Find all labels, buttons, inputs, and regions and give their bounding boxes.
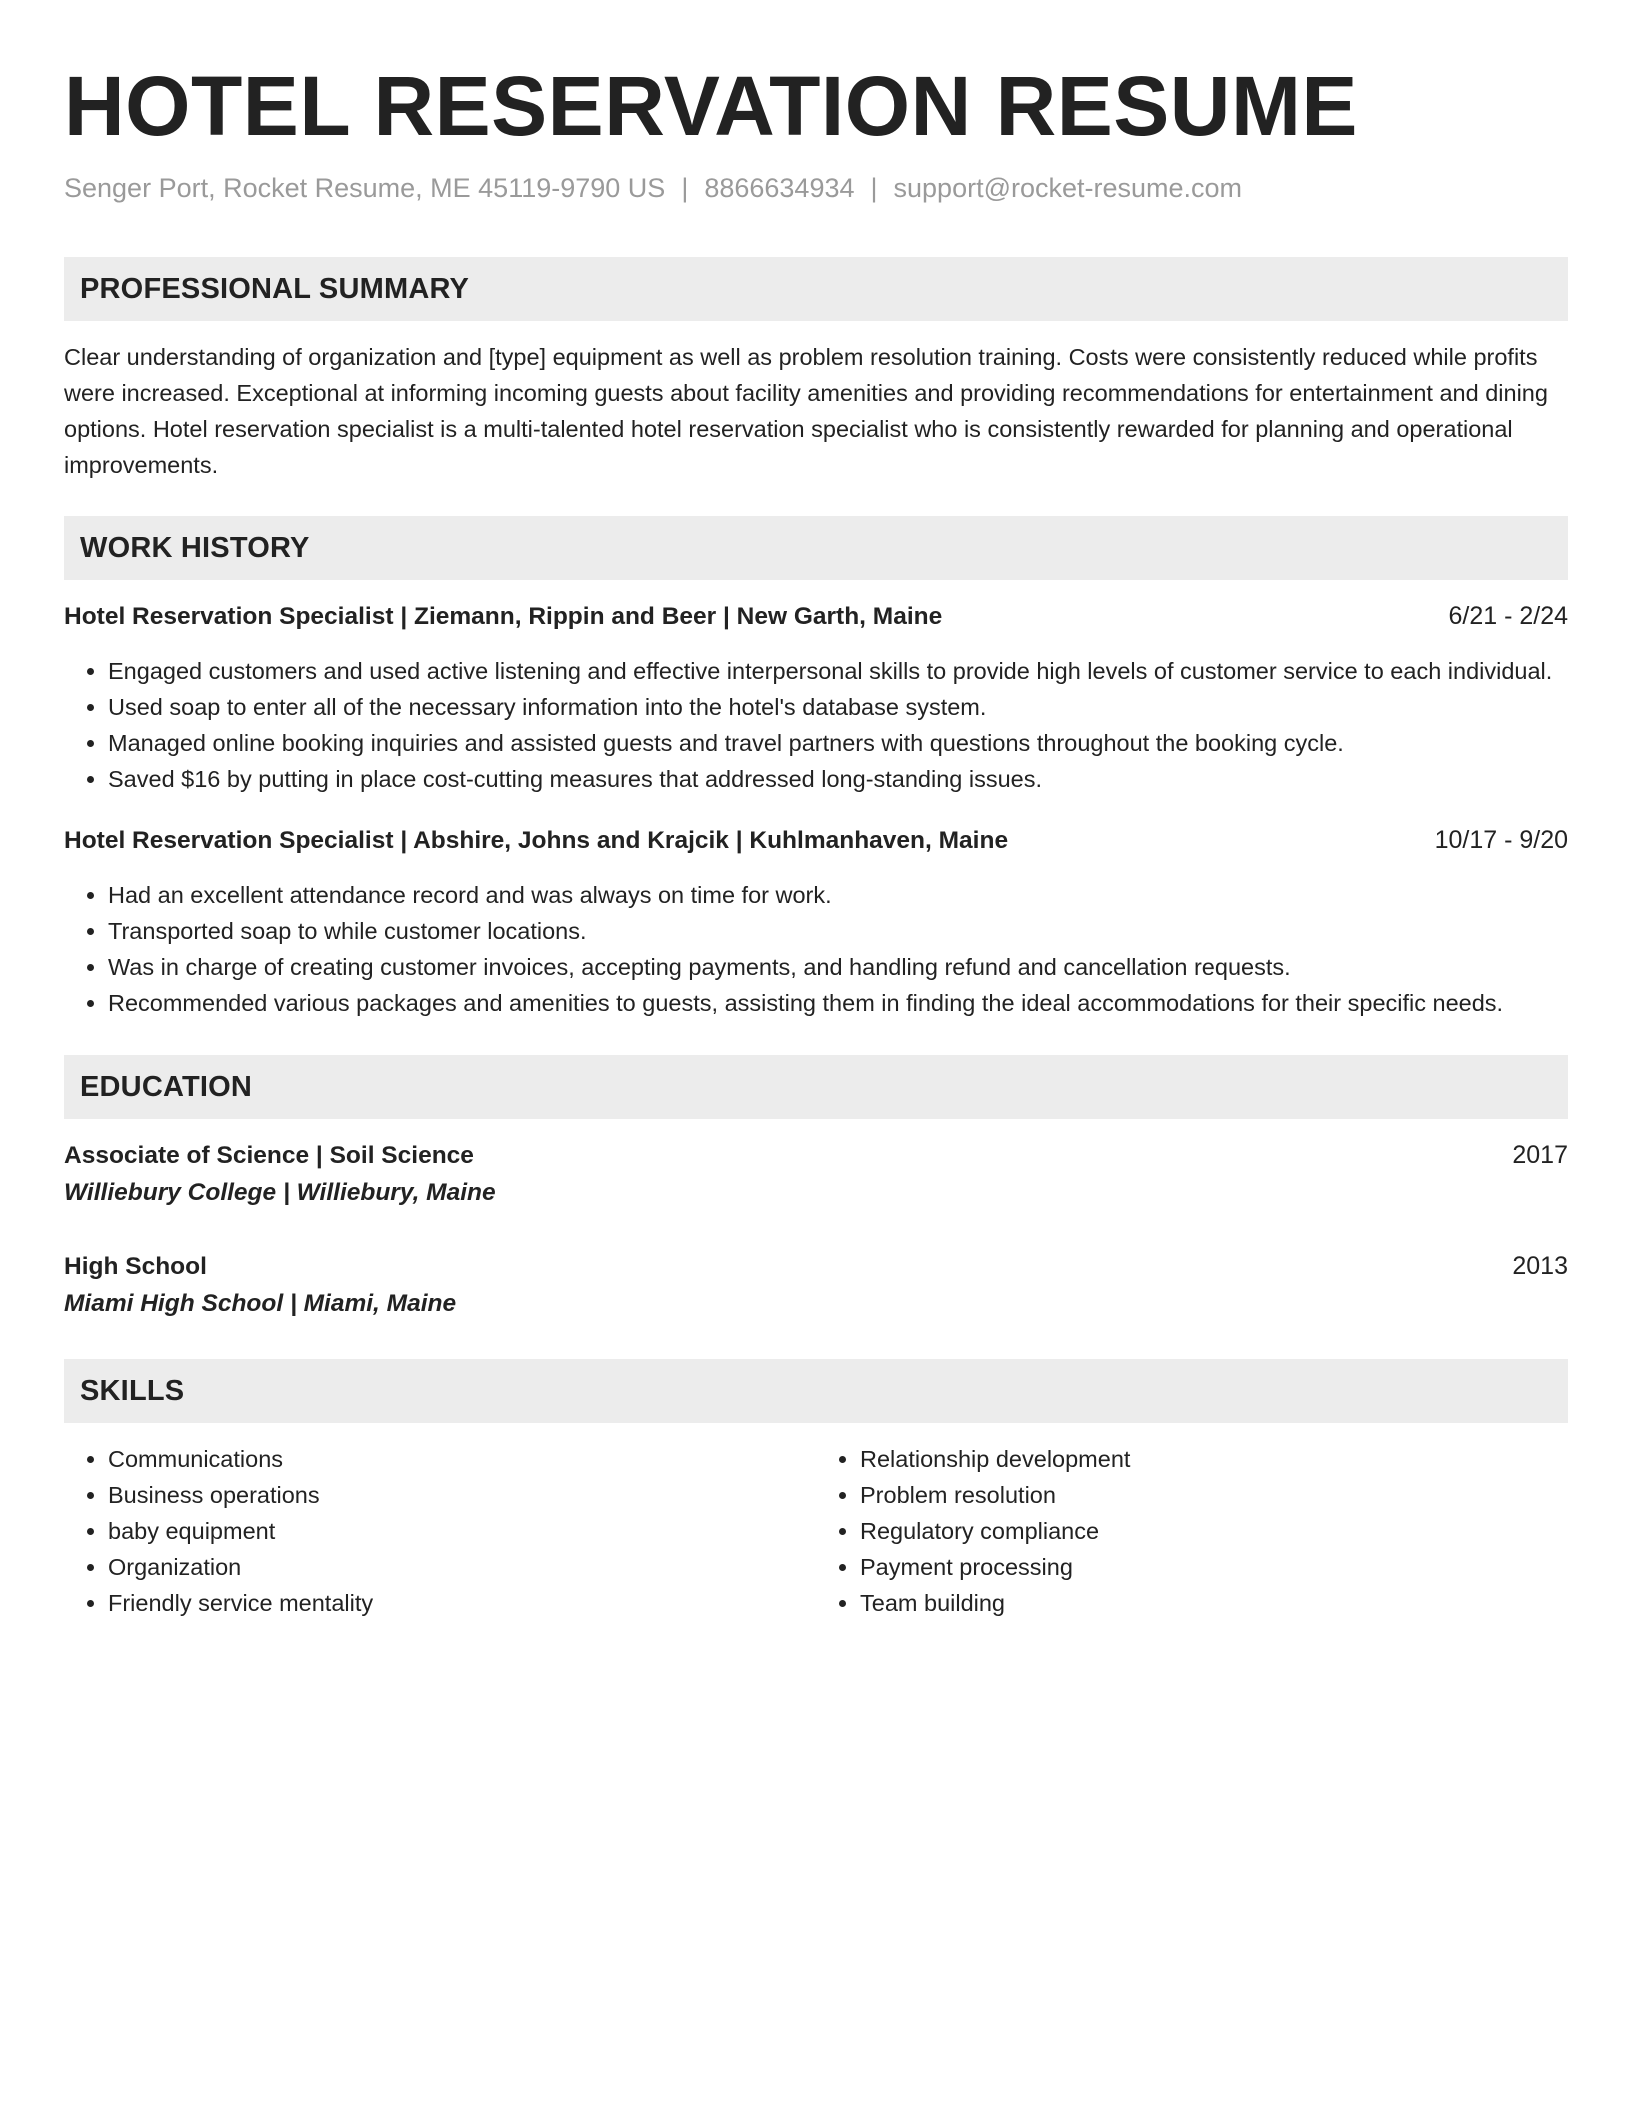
education-header — [64, 1137, 1568, 1174]
job-bullet: • Was in charge of creating customer invoices, accepting payments, and handling refund and cancellation requests. — [108, 949, 1568, 985]
job-bullets — [64, 653, 1568, 797]
skill-item: • Business operations — [108, 1477, 816, 1513]
job-header — [64, 598, 1568, 635]
contact-address: Senger Port, Rocket Resume, ME 45119-9790 US — [64, 173, 666, 203]
skills-column-right — [816, 1441, 1568, 1621]
education-entry — [64, 1137, 1568, 1212]
job-title: Hotel Reservation Specialist | Abshire, Johns and Krajcik | Kuhlmanhaven, Maine — [64, 827, 1009, 854]
skill-item: • Communications — [108, 1441, 816, 1477]
summary-text: Clear understanding of organization and [type] equipment as well as problem resolution training. Costs were consistently reduced while profits were increased. Exceptional at informing incoming guests about facility amenities and providing recommendations for entertainment and dining options. Hotel reservation specialist is a multi-talented hotel reservation specialist who is consistently rewarded for planning and operational improvements. — [64, 344, 1548, 478]
skill-item: • Regulatory compliance — [860, 1513, 1568, 1549]
skill-item: • Relationship development — [860, 1441, 1568, 1477]
skills-column-left — [64, 1441, 816, 1621]
resume-title: HOTEL RESERVATION RESUME — [64, 59, 1358, 153]
education-heading: EDUCATION — [64, 1055, 1568, 1119]
skill-item: • Team building — [860, 1585, 1568, 1621]
job-entry — [64, 598, 1568, 797]
education-entry — [64, 1248, 1568, 1323]
education-header — [64, 1248, 1568, 1285]
education-school: Williebury College | Williebury, Maine — [64, 1179, 496, 1206]
contact-separator: | — [681, 173, 689, 203]
education-degree: High School — [64, 1253, 207, 1280]
education-degree: Associate of Science | Soil Science — [64, 1142, 474, 1169]
skills-list — [64, 1441, 1568, 1621]
education-year: 2013 — [1512, 1252, 1568, 1280]
job-bullet: • Recommended various packages and amenities to guests, assisting them in finding the ideal accommodations for their specific needs. — [108, 985, 1568, 1021]
skill-item: • Problem resolution — [860, 1477, 1568, 1513]
contact-phone: 8866634934 — [704, 173, 855, 203]
job-dates: 6/21 - 2/24 — [1448, 602, 1568, 630]
job-header — [64, 822, 1568, 859]
job-title: Hotel Reservation Specialist | Ziemann, Rippin and Beer | New Garth, Maine — [64, 603, 943, 630]
job-bullet: • Engaged customers and used active listening and effective interpersonal skills to provide high levels of customer service to each individual. — [108, 653, 1568, 689]
job-bullet: • Managed online booking inquiries and assisted guests and travel partners with questions throughout the booking cycle. — [108, 725, 1568, 761]
skill-item: • Organization — [108, 1549, 816, 1585]
work-history-heading: WORK HISTORY — [64, 516, 1568, 580]
contact-line — [64, 170, 1568, 206]
contact-separator: | — [870, 173, 878, 203]
education-year: 2017 — [1512, 1141, 1568, 1169]
skills-heading: SKILLS — [64, 1359, 1568, 1423]
job-bullet: • Transported soap to while customer locations. — [108, 913, 1568, 949]
job-bullet: • Saved $16 by putting in place cost-cutting measures that addressed long-standing issues. — [108, 761, 1568, 797]
job-bullet: • Used soap to enter all of the necessary information into the hotel's database system. — [108, 689, 1568, 725]
skill-item: • baby equipment — [108, 1513, 816, 1549]
summary-heading: PROFESSIONAL SUMMARY — [64, 257, 1568, 321]
education-school: Miami High School | Miami, Maine — [64, 1290, 457, 1317]
job-entry — [64, 822, 1568, 1021]
skill-item: • Payment processing — [860, 1549, 1568, 1585]
job-bullets — [64, 877, 1568, 1021]
job-dates: 10/17 - 9/20 — [1434, 826, 1568, 854]
job-bullet: • Had an excellent attendance record and was always on time for work. — [108, 877, 1568, 913]
skill-item: • Friendly service mentality — [108, 1585, 816, 1621]
contact-email: support@rocket-resume.com — [893, 173, 1243, 203]
